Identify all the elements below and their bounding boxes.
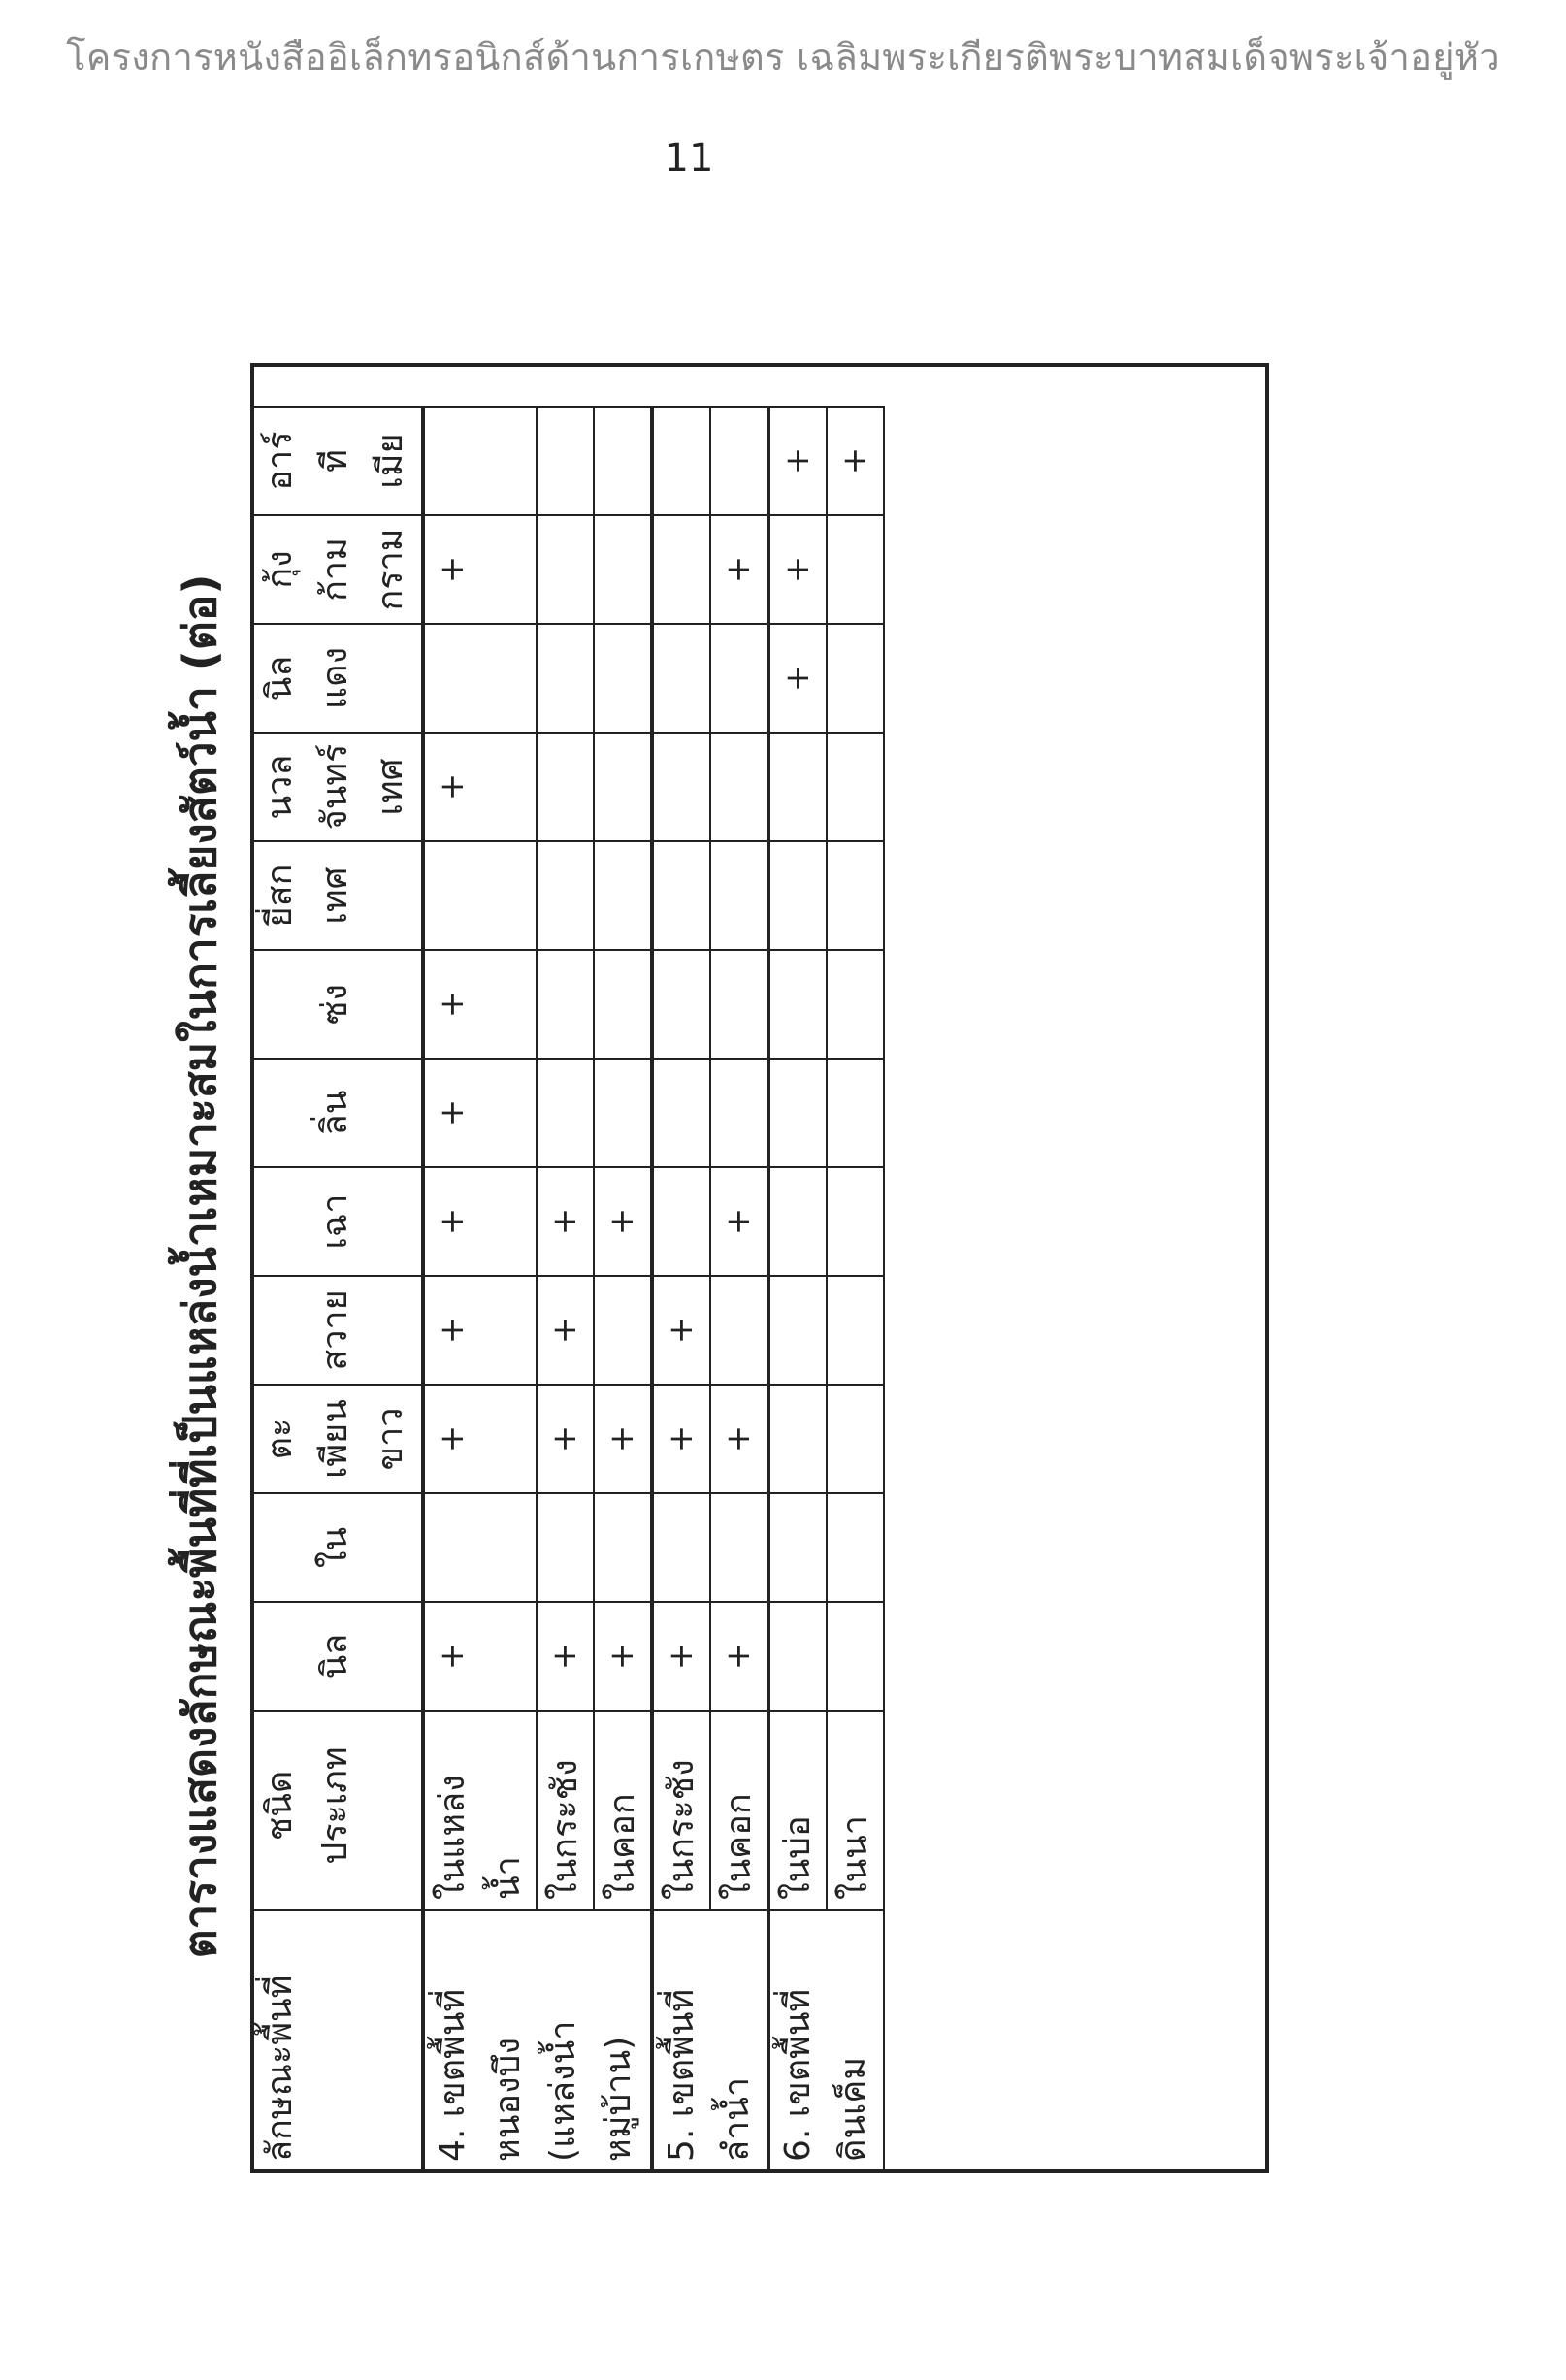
mark-cell: [827, 841, 884, 950]
empty-mark: [654, 408, 709, 514]
cell-line: ชนิด: [260, 1770, 300, 1842]
mark-cell: [710, 515, 768, 624]
empty-mark: [770, 734, 826, 840]
empty-mark: [425, 1494, 480, 1601]
empty-mark: [425, 408, 480, 514]
cell-line: นิล: [260, 655, 300, 701]
mark-cell: [423, 1385, 537, 1493]
mark-cell: [827, 1602, 884, 1711]
mark-cell: [710, 950, 768, 1059]
mark-cell: [423, 624, 537, 733]
cell-line: ดินเค็ม: [833, 2056, 873, 2162]
cell-line: (แหล่งน้ำ: [543, 2020, 583, 2162]
mark-cell: [594, 1493, 652, 1602]
mark-cell: [537, 1167, 594, 1276]
mark-cell: [827, 950, 884, 1059]
cell-line: สวาย: [315, 1289, 355, 1371]
mark-cell: [652, 624, 710, 733]
mark-cell: [710, 733, 768, 841]
empty-mark: [828, 1277, 883, 1384]
mark-cell: [827, 1493, 884, 1602]
empty-mark: [654, 842, 709, 949]
suitable-mark: +: [545, 1642, 584, 1671]
cell-line: ก้าม: [315, 538, 355, 602]
header-species: [251, 1167, 423, 1276]
mark-cell: [537, 407, 594, 515]
mark-cell: [594, 1059, 652, 1167]
mark-cell: [423, 515, 537, 624]
empty-mark: [828, 1060, 883, 1166]
mark-cell: [827, 1276, 884, 1385]
cell-line: ซ่ง: [315, 984, 355, 1026]
mark-cell: [537, 841, 594, 950]
mark-cell: [594, 624, 652, 733]
empty-mark: [770, 1168, 826, 1275]
header-species: [251, 407, 423, 515]
empty-mark: [770, 1494, 826, 1601]
empty-mark: [595, 1494, 650, 1601]
empty-mark: [654, 516, 709, 623]
suitable-mark: +: [662, 1316, 701, 1345]
cell-line: ในกระชัง: [545, 1759, 585, 1900]
mark-cell: [537, 733, 594, 841]
mark-cell: [827, 1059, 884, 1167]
table-title: ตารางแสดงลักษณะพื้นที่ที่เป็นแหล่งน้ำเหมาะสมในการเลี้ยงสัตว์น้ำ (ต่อ): [174, 573, 226, 1959]
empty-mark: [711, 408, 767, 514]
empty-mark: [770, 842, 826, 949]
cell-line: ในนา: [835, 1814, 875, 1900]
mark-cell: [768, 407, 827, 515]
mark-cell: [652, 515, 710, 624]
suitable-mark: +: [662, 1424, 701, 1453]
mark-cell: [423, 1167, 537, 1276]
cell-line: หมู่บ้าน): [599, 2036, 638, 2162]
cell-line: [363, 1060, 418, 1166]
empty-mark: [538, 734, 593, 840]
cell-line: [363, 1277, 418, 1384]
mark-cell: [423, 1059, 537, 1167]
water-type-cell: [652, 1711, 710, 1910]
mark-cell: [710, 1493, 768, 1602]
empty-mark: [654, 734, 709, 840]
mark-cell: [537, 1385, 594, 1493]
cell-line: กุ้ง: [260, 550, 300, 589]
suitable-mark: +: [719, 1207, 758, 1236]
empty-mark: [828, 625, 883, 732]
empty-mark: [711, 1494, 767, 1601]
cell-line: เมีย: [371, 433, 410, 489]
mark-cell: [423, 407, 537, 515]
suitable-mark: +: [433, 1098, 472, 1127]
empty-mark: [595, 951, 650, 1058]
empty-mark: [538, 1060, 593, 1166]
suitable-mark: +: [719, 555, 758, 584]
cell-line: [363, 1712, 418, 1900]
mark-cell: [537, 515, 594, 624]
mark-cell: [768, 624, 827, 733]
cell-line: ลำน้ำ: [717, 2076, 757, 2162]
mark-cell: [710, 1385, 768, 1493]
mark-cell: [594, 1602, 652, 1711]
mark-cell: [594, 1276, 652, 1385]
cell-line: กราม: [371, 528, 410, 611]
mark-cell: [594, 407, 652, 515]
empty-mark: [828, 1386, 883, 1492]
cell-line: [252, 1168, 308, 1275]
cell-line: ตะ: [260, 1418, 300, 1460]
mark-cell: [827, 515, 884, 624]
mark-cell: [827, 1167, 884, 1276]
table-row: [594, 407, 652, 2172]
mark-cell: [768, 1167, 827, 1276]
cell-line: ในบ่อ: [778, 1815, 818, 1900]
mark-cell: [827, 1385, 884, 1493]
cell-line: น้ำ: [488, 1856, 528, 1900]
suitable-mark: +: [719, 1424, 758, 1453]
rotated-table-block: [165, 359, 1310, 2173]
empty-mark: [711, 1060, 767, 1166]
empty-mark: [595, 625, 650, 732]
zone-area-cell: [768, 1910, 884, 2172]
water-type-cell: [537, 1711, 594, 1910]
mark-cell: [768, 733, 827, 841]
empty-mark: [538, 516, 593, 623]
mark-cell: [710, 1276, 768, 1385]
mark-cell: [710, 1059, 768, 1167]
suitable-mark: +: [433, 772, 472, 801]
mark-cell: [652, 841, 710, 950]
mark-cell: [423, 1493, 537, 1602]
header-species: [251, 1059, 423, 1167]
empty-mark: [828, 842, 883, 949]
empty-mark: [828, 1603, 883, 1710]
water-type-cell: [710, 1711, 768, 1910]
zone-area-cell: [652, 1910, 768, 2172]
header-row: [251, 407, 423, 2172]
mark-cell: [652, 950, 710, 1059]
mark-cell: [768, 1385, 827, 1493]
empty-mark: [538, 408, 593, 514]
water-type-cell: [768, 1711, 827, 1910]
cell-line: ที: [315, 449, 355, 473]
cell-line: [363, 1168, 418, 1275]
empty-mark: [595, 1277, 650, 1384]
empty-mark: [595, 1060, 650, 1166]
page-number: 11: [664, 136, 714, 180]
empty-mark: [828, 1494, 883, 1601]
table-row: [423, 407, 537, 2172]
suitable-mark: +: [778, 664, 817, 693]
mark-cell: [652, 1493, 710, 1602]
cell-line: ในแหล่ง: [433, 1775, 473, 1900]
mark-cell: [594, 733, 652, 841]
mark-cell: [710, 1602, 768, 1711]
cell-line: ลักษณะพื้นที่: [260, 1974, 300, 2162]
water-type-cell: [423, 1711, 537, 1910]
mark-cell: [827, 733, 884, 841]
suitable-mark: +: [662, 1642, 701, 1671]
suitable-mark: +: [545, 1316, 584, 1345]
suitable-mark: +: [603, 1207, 641, 1236]
cell-line: [363, 951, 418, 1058]
mark-cell: [710, 841, 768, 950]
header-species: [251, 841, 423, 950]
mark-cell: [537, 624, 594, 733]
header-type: [251, 1711, 423, 1910]
empty-mark: [654, 1494, 709, 1601]
suitable-mark: +: [835, 446, 874, 475]
cell-line: ลิ่น: [315, 1090, 355, 1136]
empty-mark: [711, 951, 767, 1058]
mark-cell: [537, 1059, 594, 1167]
cell-line: [308, 1911, 363, 2162]
mark-cell: [768, 950, 827, 1059]
mark-cell: [594, 1167, 652, 1276]
suitable-mark: +: [433, 990, 472, 1019]
mark-cell: [594, 841, 652, 950]
mark-cell: [768, 515, 827, 624]
mark-cell: [710, 1167, 768, 1276]
mark-cell: [768, 1059, 827, 1167]
mark-cell: [594, 515, 652, 624]
empty-mark: [711, 625, 767, 732]
mark-cell: [652, 1276, 710, 1385]
suitable-mark: +: [433, 555, 472, 584]
water-type-cell: [827, 1711, 884, 1910]
mark-cell: [827, 624, 884, 733]
zone-area-cell: [423, 1910, 652, 2172]
header-species: [251, 515, 423, 624]
mark-cell: [594, 1385, 652, 1493]
empty-mark: [711, 842, 767, 949]
empty-mark: [425, 625, 480, 732]
empty-mark: [425, 842, 480, 949]
cell-line: เพียน: [315, 1399, 355, 1479]
cell-line: อาร์: [260, 431, 300, 491]
cell-line: [363, 842, 418, 949]
header-species: [251, 1493, 423, 1602]
mark-cell: [537, 1602, 594, 1711]
cell-line: [252, 951, 308, 1058]
running-header: โครงการหนังสืออิเล็กทรอนิกส์ด้านการเกษตร เฉลิมพระเกียรติพระบาทสมเด็จพระเจ้าอยู่หัว: [66, 36, 1500, 79]
water-type-cell: [594, 1711, 652, 1910]
cell-line: ในคอก: [719, 1793, 759, 1900]
empty-mark: [770, 1386, 826, 1492]
mark-cell: [537, 1276, 594, 1385]
header-species: [251, 733, 423, 841]
cell-line: 5. เขตพื้นที่: [662, 1988, 701, 2162]
mark-cell: [652, 1602, 710, 1711]
suitable-mark: +: [433, 1424, 472, 1453]
cell-line: 4. เขตพื้นที่: [433, 1988, 473, 2162]
table-row: [537, 407, 594, 2172]
mark-cell: [652, 733, 710, 841]
mark-cell: [423, 733, 537, 841]
mark-cell: [423, 841, 537, 950]
mark-cell: [423, 1276, 537, 1385]
empty-mark: [595, 842, 650, 949]
cell-line: [363, 1494, 418, 1601]
mark-cell: [423, 1602, 537, 1711]
mark-cell: [710, 624, 768, 733]
table-row: [827, 407, 884, 2172]
table-row: [710, 407, 768, 2172]
header-species: [251, 1385, 423, 1493]
cell-line: [252, 1494, 308, 1601]
empty-mark: [770, 1060, 826, 1166]
suitable-mark: +: [545, 1424, 584, 1453]
suitable-mark: +: [545, 1207, 584, 1236]
cell-line: [252, 1060, 308, 1166]
empty-mark: [828, 951, 883, 1058]
header-species: [251, 624, 423, 733]
empty-mark: [711, 734, 767, 840]
empty-mark: [654, 951, 709, 1058]
mark-cell: [537, 1493, 594, 1602]
cell-line: หนองบึง: [488, 2038, 528, 2162]
empty-mark: [770, 1277, 826, 1384]
empty-mark: [654, 1168, 709, 1275]
empty-mark: [828, 516, 883, 623]
cell-line: นวล: [260, 754, 300, 820]
empty-mark: [595, 516, 650, 623]
suitability-table: [250, 406, 885, 2173]
cell-line: 6. เขตพื้นที่: [778, 1988, 818, 2162]
mark-cell: [768, 841, 827, 950]
empty-mark: [654, 625, 709, 732]
cell-line: แดง: [315, 646, 355, 710]
table-row: [768, 407, 827, 2172]
empty-mark: [538, 842, 593, 949]
mark-cell: [768, 1602, 827, 1711]
suitable-mark: +: [778, 555, 817, 584]
mark-cell: [652, 1385, 710, 1493]
empty-mark: [538, 1494, 593, 1601]
mark-cell: [652, 1167, 710, 1276]
mark-cell: [768, 1276, 827, 1385]
cell-line: เทศ: [371, 758, 410, 816]
cell-line: [252, 1277, 308, 1384]
mark-cell: [710, 407, 768, 515]
empty-mark: [711, 1277, 767, 1384]
empty-mark: [828, 1168, 883, 1275]
empty-mark: [595, 734, 650, 840]
suitable-mark: +: [603, 1642, 641, 1671]
header-species: [251, 1602, 423, 1711]
empty-mark: [538, 951, 593, 1058]
suitable-mark: +: [778, 446, 817, 475]
mark-cell: [768, 1493, 827, 1602]
cell-line: เทศ: [315, 866, 355, 925]
mark-cell: [652, 1059, 710, 1167]
empty-mark: [538, 625, 593, 732]
table-row: [652, 407, 710, 2172]
suitable-mark: +: [603, 1424, 641, 1453]
cell-line: จันทร์: [315, 743, 355, 831]
cell-line: ในคอก: [603, 1793, 642, 1900]
suitable-mark: +: [433, 1316, 472, 1345]
mark-cell: [827, 407, 884, 515]
mark-cell: [652, 407, 710, 515]
suitable-mark: +: [719, 1642, 758, 1671]
cell-line: [363, 625, 418, 732]
cell-line: นิล: [315, 1633, 355, 1679]
empty-mark: [595, 408, 650, 514]
cell-line: ยี่สก: [260, 864, 300, 928]
cell-line: เฉา: [315, 1193, 355, 1250]
cell-line: ขาว: [371, 1407, 410, 1471]
header-area: [251, 1910, 423, 2172]
cell-line: [252, 1603, 308, 1710]
empty-mark: [770, 951, 826, 1058]
mark-cell: [423, 950, 537, 1059]
mark-cell: [537, 950, 594, 1059]
cell-line: ประเภท: [315, 1746, 355, 1865]
suitable-mark: +: [433, 1207, 472, 1236]
header-species: [251, 950, 423, 1059]
cell-line: [363, 1603, 418, 1710]
empty-mark: [770, 1603, 826, 1710]
empty-mark: [828, 734, 883, 840]
mark-cell: [594, 950, 652, 1059]
cell-line: ในกระชัง: [662, 1759, 701, 1900]
header-species: [251, 1276, 423, 1385]
cell-line: ใน: [315, 1526, 355, 1569]
empty-mark: [654, 1060, 709, 1166]
cell-line: [363, 1911, 418, 2162]
suitable-mark: +: [433, 1642, 472, 1671]
